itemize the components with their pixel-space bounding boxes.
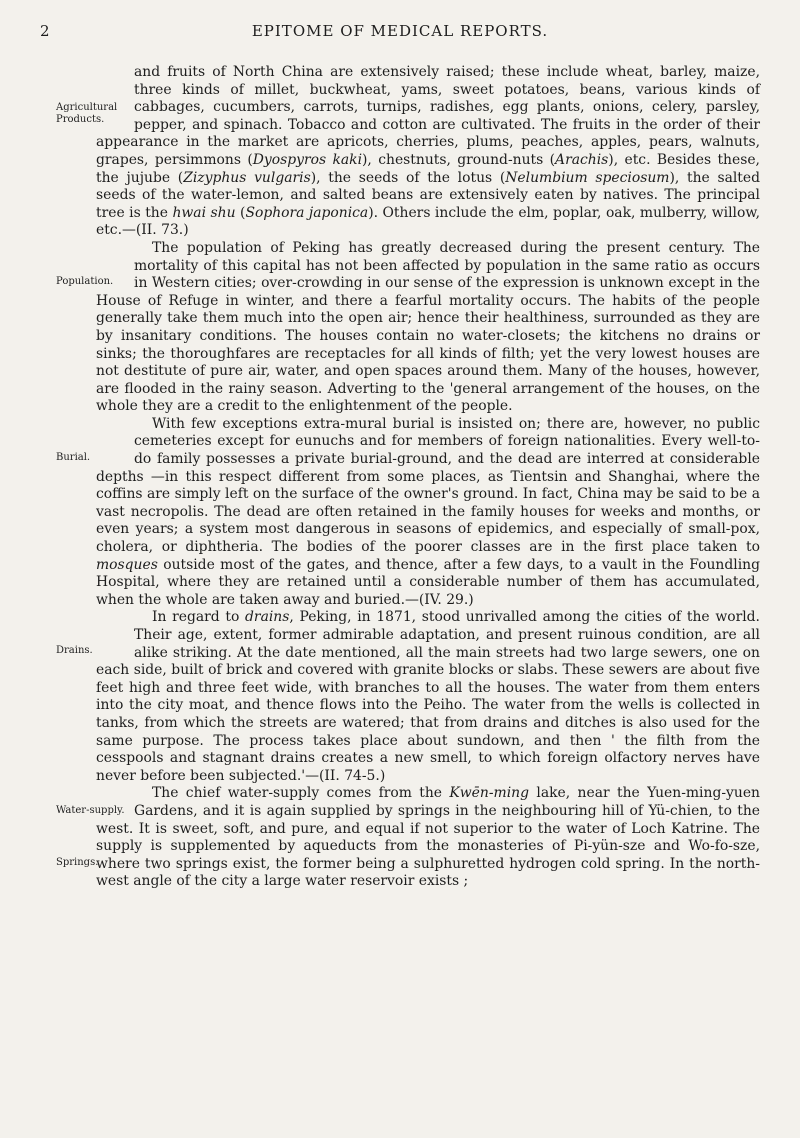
text-span: ), the salted seeds of the water-lemon, and salted beans are extensively eaten by natives. The principal tree is the [96, 169, 760, 221]
italic-term: Kwēn-ming [449, 785, 529, 802]
margin-note-drains: Drains. [56, 645, 93, 657]
paragraph-water-supply [56, 785, 760, 891]
paragraph-agriculture [56, 64, 760, 240]
italic-term: Arachis [555, 151, 609, 168]
margin-note-population: Population. [56, 275, 114, 287]
text-span: ), the seeds of the lotus ( [310, 169, 506, 186]
italic-term: Zizyphus vulgaris [183, 169, 311, 186]
text-span: ). Others include the elm, poplar, oak, mulberry, willow, etc.—(II. 73.) [96, 204, 760, 239]
text-span: In regard to [152, 609, 246, 626]
text-span: With few exceptions extra-mural burial is insisted on; there are, however, no public cemeteries except for eunuchs and for members of foreign nationalities. Every well-to-do family possesses a private burial-ground, and the dead are interred at considerable depths —in this respect different from some places, as Tientsin and Shanghai, where the coffins are simply left on the surface of the owner's ground. In fact, China may be said to be a vast necropolis. The dead are often retained in the family houses for weeks and months, or even years; a system most dangerous in seasons of epidemics, and especially of small-pox, cholera, or diphtheria. The bodies of the poorer classes are in the first place taken to [96, 415, 760, 556]
page-number: 2 [40, 22, 50, 40]
italic-term: drains [245, 609, 290, 626]
paragraph-population [56, 239, 760, 416]
text-span: ), etc. Besides these, the jujube ( [96, 151, 760, 186]
margin-note-burial: Burial. [56, 451, 91, 463]
text-span: lake, near the Yuen-ming-yuen Gardens, and it is again supplied by springs in the neighbouring hill of Yü-chien, to the west. It is sweet, soft, and pure, and equal if not superior to the water of Loch Katrine. The supply is supplemented by aqueducts from the monasteries of Pi-yün-sze and Wo-fo-sze, where two springs exist, the former being a sulphuretted hydrogen cold spring. In the north-west angle of the city a large water reservoir exists ; [96, 785, 760, 890]
main-text [56, 64, 760, 891]
italic-term: hwai shu [172, 204, 236, 221]
margin-note-water-supply: Water-supply. [56, 805, 125, 817]
running-head: EPITOME OF MEDICAL REPORTS. [251, 22, 549, 40]
paragraph-burial [56, 415, 760, 610]
text-span: , Peking, in 1871, stood unrivalled among the cities of the world. Their age, extent, former admirable adaptation, and present ruinous condition, are all alike striking. At the date mentioned, all the main streets had two large sewers, one on each side, built of brick and covered with granite blocks or slabs. These sewers are about five feet high and three feet wide, with branches to all the houses. The water from them enters into the city moat, and thence flows into the Peiho. The water from the wells is collected in tanks, from which the streets are watered; that from drains and ditches is also used for the same purpose. The process takes place about sundown, and then ' the filth from the cesspools and stagnant drains creates a new smell, to which foreign olfactory nerves have never before been subjected.'—(II. 74-5.) [96, 609, 760, 784]
italic-term: Sophora japonica [245, 204, 369, 221]
text-span: ), chestnuts, ground-nuts ( [362, 151, 556, 168]
italic-term: mosques [96, 556, 158, 573]
margin-note-springs: Springs. [56, 856, 99, 868]
text-span: The chief water-supply comes from the [152, 785, 450, 802]
margin-note-agricultural-products: Agricultural Products. [56, 102, 118, 125]
italic-term: Dyospyros kaki [252, 151, 363, 168]
text-span: The population of Peking has greatly decreased during the present century. The mortality of this capital has not been affected by population in the same ratio as occurs in Western cities; over-crowding in our sense of the expression is unknown except in the House of Refuge in winter, and there a fearful mortality occurs. The habits of the people generally take them much into the open air; hence their healthiness, surrounded as they are by insanitary conditions. The houses contain no water-closets; the kitchens no drains or sinks; the thoroughfares are receptacles for all kinds of filth; yet the very lowest houses are not destitute of pure air, water, and open spaces around them. Many of the houses, however, are flooded in the rainy season. Adverting to the 'general arrangement of the houses, on the whole they are a credit to the enlightenment of the people. [96, 239, 760, 415]
italic-term: Nelumbium speciosum [505, 169, 670, 186]
page-header [40, 22, 760, 52]
text-span: and fruits of North China are extensively raised; these include wheat, barley, maize, three kinds of millet, buckwheat, yams, sweet potatoes, beans, various kinds of cabbages, cucumbers, carrots, turnips, radishes, egg plants, onions, celery, parsley, pepper, and spinach. Tobacco and cotton are cultivated. The fruits in the order of their appearance in the market are apricots, cherries, plums, peaches, apples, pears, walnuts, grapes, persimmons ( [96, 64, 760, 168]
text-span: ( [235, 204, 246, 221]
text-span: outside most of the gates, and thence, after a few days, to a vault in the Foundling Hospital, where they are retained until a considerable number of them has accumulated, when the whole are taken away and buried.—(IV. 29.) [96, 556, 760, 608]
paragraph-drains [56, 609, 760, 785]
